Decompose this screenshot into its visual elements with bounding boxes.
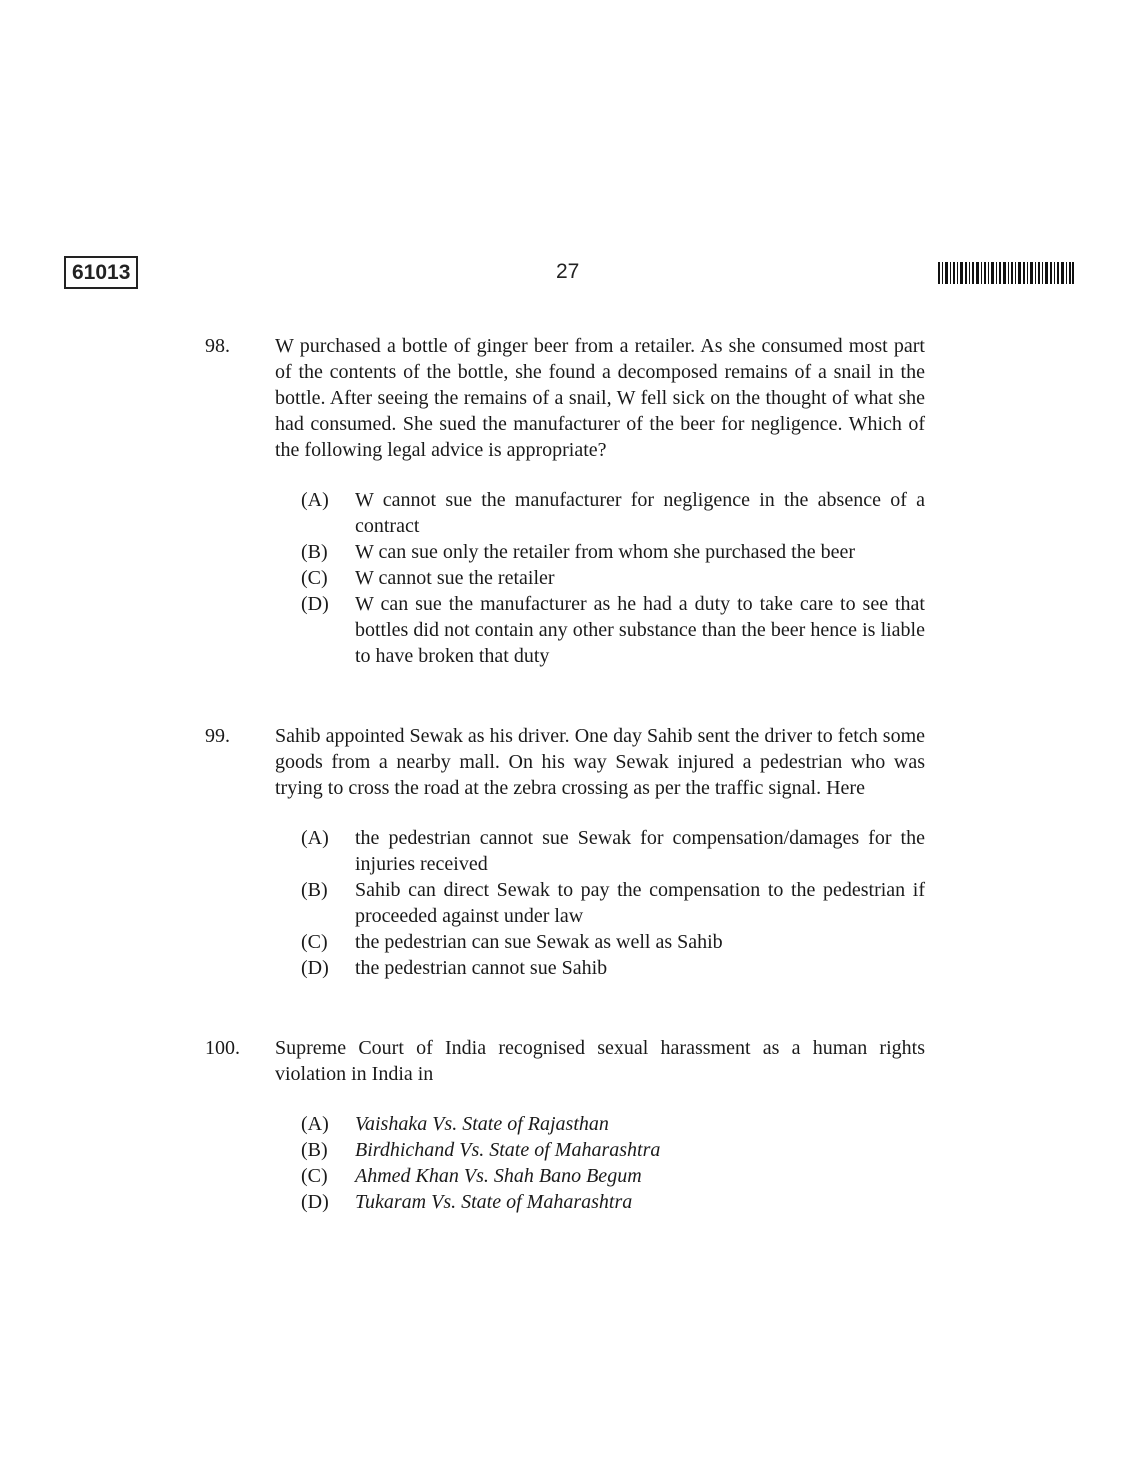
option-label: (C) (301, 931, 328, 953)
option-list (301, 487, 925, 669)
booklet-code: 61013 (64, 256, 138, 289)
page-header (0, 0, 1146, 300)
question-number: 98. (205, 335, 230, 357)
page-number: 27 (556, 260, 580, 283)
option-label: (D) (301, 593, 329, 615)
option-b[interactable] (301, 877, 925, 929)
question-100 (205, 1035, 925, 1215)
option-text: the pedestrian cannot sue Sahib (355, 957, 608, 979)
option-label: (C) (301, 567, 328, 589)
question-99 (205, 723, 925, 981)
option-label: (B) (301, 1139, 328, 1161)
option-d[interactable] (301, 1189, 925, 1215)
option-label: (A) (301, 489, 329, 511)
option-d[interactable] (301, 591, 925, 669)
option-c[interactable] (301, 929, 925, 955)
option-text: Ahmed Khan Vs. Shah Bano Begum (355, 1165, 642, 1187)
option-label: (D) (301, 1191, 329, 1213)
question-text: Supreme Court of India recognised sexual harassment as a human rights violation in India in (275, 1037, 925, 1085)
option-b[interactable] (301, 1137, 925, 1163)
option-text: Vaishaka Vs. State of Rajasthan (355, 1113, 609, 1135)
option-text: the pedestrian cannot sue Sewak for compensation/damages for the injuries received (355, 827, 925, 875)
option-text: W can sue the manufacturer as he had a duty to take care to see that bottles did not contain any other substance than the beer hence is liable to have broken that duty (355, 593, 925, 667)
option-label: (B) (301, 541, 328, 563)
option-list (301, 1111, 925, 1215)
option-a[interactable] (301, 487, 925, 539)
option-text: W cannot sue the manufacturer for negligence in the absence of a contract (355, 489, 925, 537)
option-c[interactable] (301, 1163, 925, 1189)
option-text: W can sue only the retailer from whom she purchased the beer (355, 541, 855, 563)
option-b[interactable] (301, 539, 925, 565)
option-label: (A) (301, 1113, 329, 1135)
option-text: Birdhichand Vs. State of Maharashtra (355, 1139, 661, 1161)
option-label: (C) (301, 1165, 328, 1187)
question-text: Sahib appointed Sewak as his driver. One day Sahib sent the driver to fetch some goods from a nearby mall. On his way Sewak injured a pedestrian who was trying to cross the road at the zebra crossing as per the traffic signal. Here (275, 725, 925, 799)
option-text: the pedestrian can sue Sewak as well as Sahib (355, 931, 723, 953)
question-number: 99. (205, 725, 230, 747)
option-label: (D) (301, 957, 329, 979)
option-label: (A) (301, 827, 329, 849)
option-label: (B) (301, 879, 328, 901)
question-number: 100. (205, 1037, 240, 1059)
option-a[interactable] (301, 825, 925, 877)
barcode-icon (938, 262, 1074, 284)
question-text: W purchased a bottle of ginger beer from a retailer. As she consumed most part of the contents of the bottle, she found a decomposed remains of a snail in the bottle. After seeing the remains of a snail, W fell sick on the thought of what she had consumed. She sued the manufacturer of the beer for negligence. Which of the following legal advice is appropriate? (275, 335, 925, 461)
option-text: Tukaram Vs. State of Maharashtra (355, 1191, 633, 1213)
option-text: W cannot sue the retailer (355, 567, 555, 589)
option-d[interactable] (301, 955, 925, 981)
option-text: Sahib can direct Sewak to pay the compensation to the pedestrian if proceeded against under law (355, 879, 925, 927)
option-list (301, 825, 925, 981)
question-98 (205, 333, 925, 669)
option-c[interactable] (301, 565, 925, 591)
option-a[interactable] (301, 1111, 925, 1137)
